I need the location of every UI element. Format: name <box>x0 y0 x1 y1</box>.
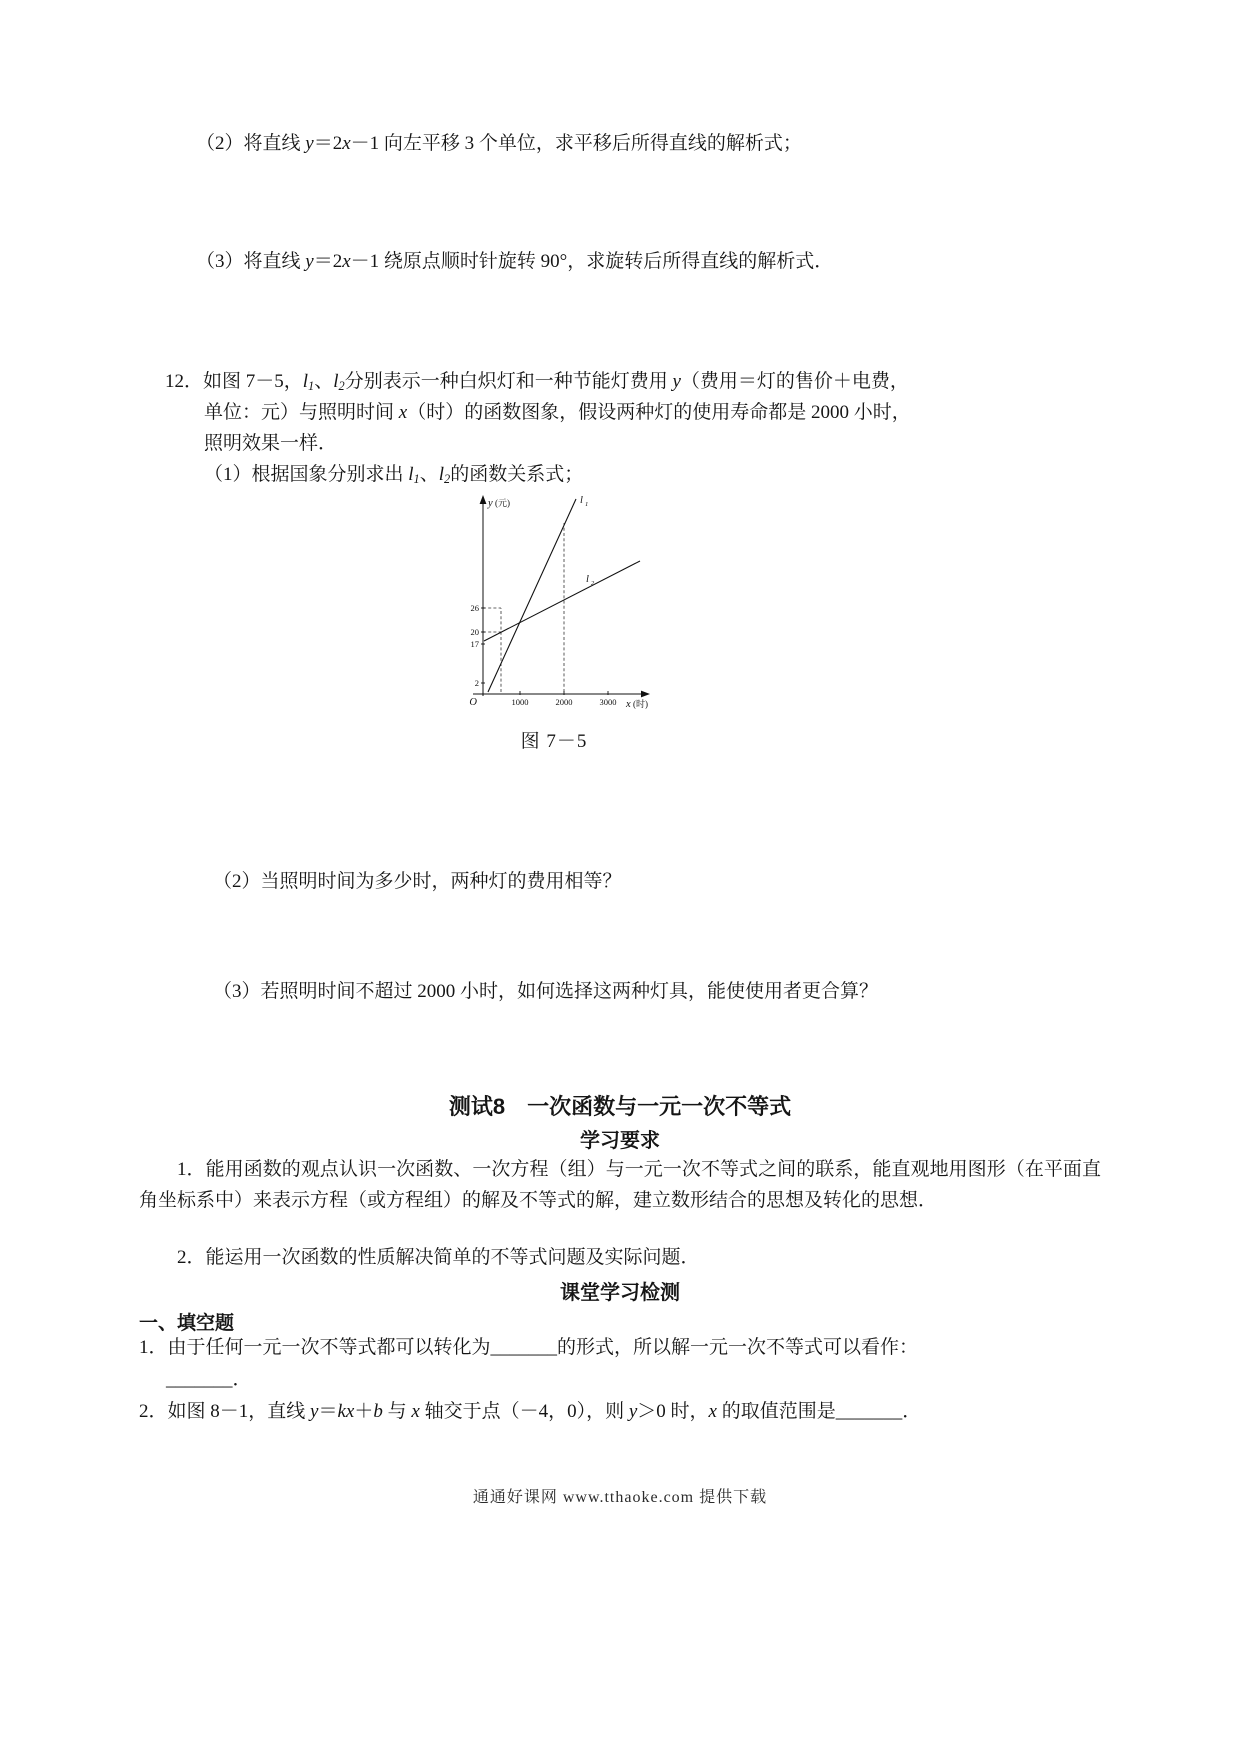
fill-question-1-line1: 1．由于任何一元一次不等式都可以转化为_______的形式，所以解一元一次不等式可以看作： <box>139 1337 919 1358</box>
problem-12-part2: （2）当照明时间为多少时，两种灯的费用相等？ <box>213 871 622 892</box>
x-axis-var-label: x <box>626 699 631 710</box>
x-axis-unit-label: (时) <box>633 699 648 709</box>
y-axis-var-label: y <box>488 498 493 509</box>
x-tick-label-1000: 1000 <box>511 697 529 707</box>
l1-label-sub: 1 <box>585 501 589 508</box>
fill-question-1-line2: _______． <box>166 1369 252 1390</box>
x-tick-label-2000: 2000 <box>555 697 573 707</box>
x-axis-arrow-icon <box>641 691 650 698</box>
problem-12-part3: （3）若照明时间不超过 2000 小时，如何选择这两种灯具，能使使用者更合算？ <box>213 981 879 1002</box>
problem-12-intro-line1: 12．如图 7－5，l1、l2分别表示一种白炽灯和一种节能灯费用 y（费用＝灯的售价＋电费， <box>165 371 909 394</box>
problem-12-intro-line2: 单位：元）与照明时间 x（时）的函数图象，假设两种灯的使用寿命都是 2000 小时， <box>204 402 911 423</box>
y-tick-label-2: 2 <box>474 678 479 688</box>
problem-12-part1: （1）根据国象分别求出 l1、l2的函数关系式； <box>204 464 584 487</box>
y-tick-label-26: 26 <box>470 603 479 613</box>
footer-text: 通通好课网 www.tthaoke.com 提供下载 <box>472 1489 768 1506</box>
section-title: 测试8 一次函数与一元一次不等式 <box>448 1094 792 1119</box>
heading-fill-in-blanks: 一、填空题 <box>139 1313 235 1334</box>
problem-11-part3: （3）将直线 y＝2x－1 绕原点顺时针旋转 90°，求旋转后所得直线的解析式． <box>196 251 834 272</box>
l1-label: l <box>580 495 583 506</box>
subtitle-classroom-check: 课堂学习检测 <box>560 1282 680 1304</box>
y-tick-label-20: 20 <box>470 627 479 637</box>
figure-caption: 图 7－5 <box>520 731 588 752</box>
y-tick-label-17: 17 <box>470 639 479 649</box>
problem-12-intro-line3: 照明效果一样． <box>204 433 338 454</box>
figure-7-5-graph <box>436 489 672 715</box>
requirement-1: 1．能用函数的观点认识一次函数、一次方程（组）与一元一次不等式之间的联系，能直观地用图形（在平面直角坐标系中）来表示方程（或方程组）的解及不等式的解，建立数形结合的思想及转化的思想． <box>139 1159 1101 1211</box>
y-axis-arrow-icon <box>480 495 487 504</box>
problem-11-part2: （2）将直线 y＝2x－1 向左平移 3 个单位，求平移后所得直线的解析式； <box>196 133 802 154</box>
origin-label: O <box>469 697 477 708</box>
y-axis-unit-label: (元) <box>495 498 510 508</box>
requirement-2 <box>139 1246 700 1270</box>
line-l2 <box>484 561 640 641</box>
l2-label: l <box>586 574 589 585</box>
fill-question-2: 2．如图 8－1，直线 y＝kx＋b 与 x 轴交于点（－4，0），则 y＞0 时，x 的取值范围是_______． <box>139 1401 922 1422</box>
subtitle-study-requirements: 学习要求 <box>580 1130 660 1152</box>
figure-7-5 <box>436 489 672 753</box>
x-tick-label-3000: 3000 <box>599 697 617 707</box>
line-l1 <box>488 499 576 692</box>
requirement-2-text: 2．能运用一次函数的性质解决简单的不等式问题及实际问题． <box>177 1247 700 1268</box>
l2-label-sub: 2 <box>591 580 595 587</box>
